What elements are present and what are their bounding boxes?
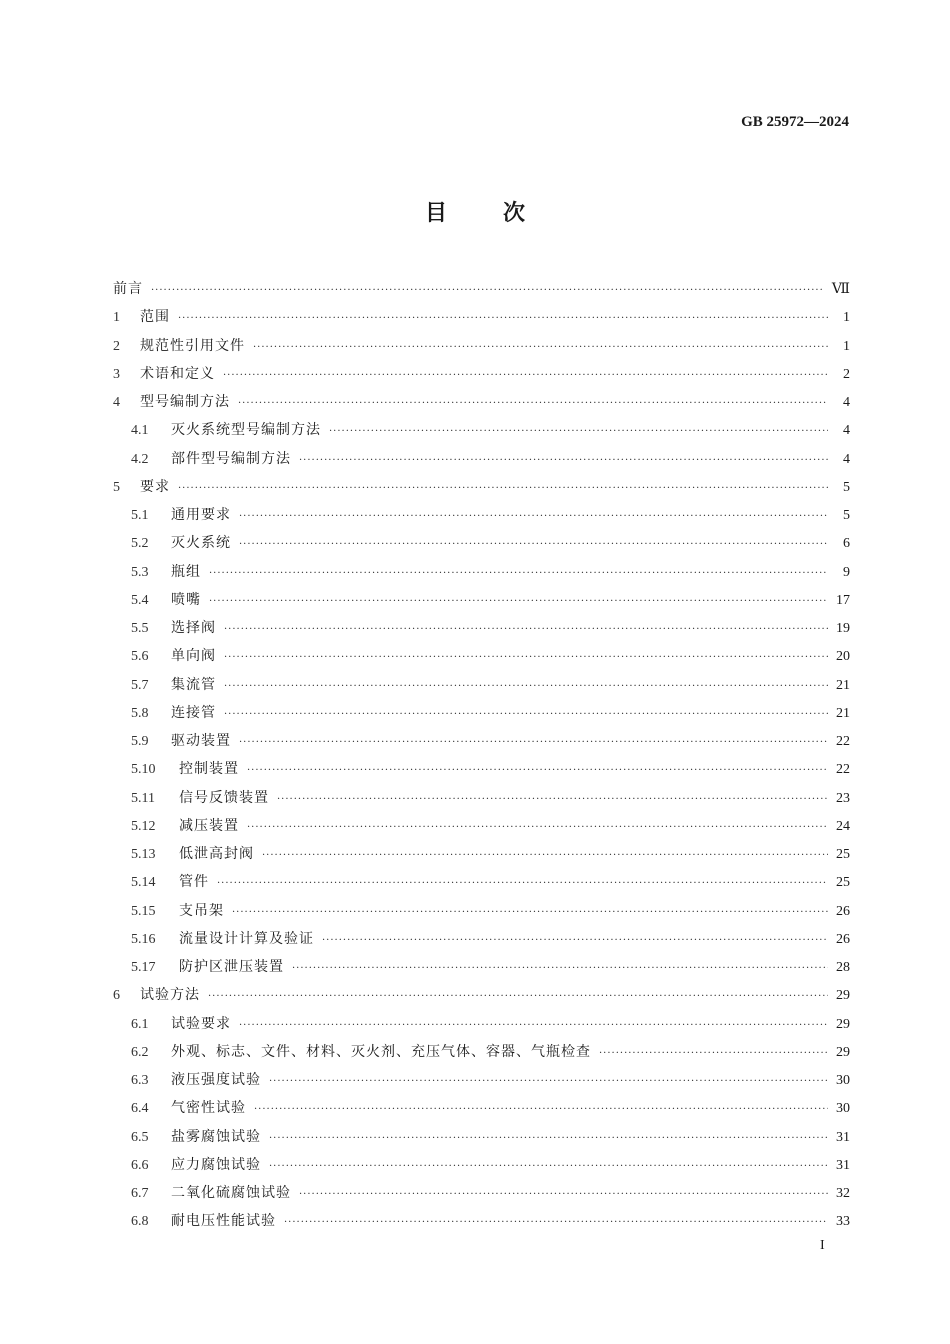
toc-entry-page: 24 <box>836 818 850 834</box>
dot-leader <box>223 362 828 390</box>
toc-entry-page: 29 <box>836 1044 850 1060</box>
toc-entry-number: 5.4 <box>131 592 149 608</box>
toc-entry-page: 31 <box>836 1157 850 1173</box>
toc-entry-number: 3 <box>113 366 120 382</box>
dot-leader <box>269 1153 828 1181</box>
toc-entry[interactable] <box>113 784 850 812</box>
toc-entry-title: 支吊架 <box>179 902 224 919</box>
toc-entry[interactable] <box>113 1010 850 1038</box>
toc-entry-title: 试验方法 <box>140 987 200 1004</box>
dot-leader <box>178 475 828 503</box>
dot-leader <box>262 842 828 870</box>
toc-entry-number: 6.3 <box>131 1073 149 1088</box>
toc-entry-number: 6.5 <box>131 1129 149 1145</box>
toc-entry-title: 管件 <box>179 874 209 891</box>
toc-entry-page: Ⅶ <box>831 282 850 297</box>
toc-entry-title: 控制装置 <box>179 761 239 778</box>
toc-entry-number: 6.1 <box>131 1016 149 1032</box>
dot-leader <box>253 334 828 362</box>
toc-entry[interactable] <box>113 1151 850 1179</box>
toc-entry-number: 5.3 <box>131 564 149 580</box>
toc-entry-number: 5.2 <box>131 536 149 552</box>
toc-entry[interactable] <box>113 558 850 586</box>
toc-entry[interactable] <box>113 642 850 670</box>
toc-entry-title: 瓶组 <box>171 563 201 580</box>
toc-entry-number: 5.13 <box>131 847 156 862</box>
dot-leader <box>247 757 828 785</box>
toc-entry[interactable] <box>113 529 850 557</box>
toc-entry-number: 6.6 <box>131 1157 149 1173</box>
toc-entry-page: 22 <box>836 734 850 749</box>
toc-entry[interactable] <box>113 416 850 444</box>
toc-entry[interactable] <box>113 388 850 416</box>
toc-entry-number: 5.14 <box>131 875 156 891</box>
toc-entry-title: 驱动装置 <box>171 733 231 749</box>
toc-entry-number: 4.2 <box>131 451 149 467</box>
toc-entry-number: 1 <box>113 310 120 326</box>
dot-leader <box>239 1012 828 1040</box>
dot-leader <box>299 1181 828 1209</box>
toc-entry-title: 选择阀 <box>171 620 216 636</box>
dot-leader <box>292 955 828 983</box>
toc-entry-page: 6 <box>843 536 850 552</box>
toc-entry-title: 流量设计计算及验证 <box>179 930 314 947</box>
toc-entry-page: 17 <box>836 592 850 608</box>
toc-entry-number: 5.10 <box>131 762 156 778</box>
toc-entry[interactable] <box>113 840 850 868</box>
toc-entry-page: 4 <box>843 423 850 439</box>
toc-entry-page: 19 <box>836 621 850 636</box>
toc-entry-page: 31 <box>836 1129 850 1145</box>
toc-entry-page: 25 <box>836 847 850 862</box>
toc-entry-title: 盐雾腐蚀试验 <box>171 1128 261 1145</box>
toc-entry-page: 21 <box>836 677 850 693</box>
toc-entry-page: 28 <box>836 960 850 975</box>
toc-entry-title: 集流管 <box>171 676 216 693</box>
dot-leader <box>224 644 828 672</box>
toc-entry[interactable] <box>113 727 850 755</box>
toc-entry-title: 试验要求 <box>171 1015 231 1032</box>
toc-entry-number: 5 <box>113 479 120 495</box>
toc-entry-page: 29 <box>836 1016 850 1032</box>
toc-entry-page: 4 <box>843 451 850 467</box>
dot-leader <box>322 927 828 955</box>
dot-leader <box>224 673 828 701</box>
toc-entry-title: 应力腐蚀试验 <box>171 1156 261 1173</box>
toc-entry[interactable] <box>113 1038 850 1066</box>
dot-leader <box>269 1125 828 1153</box>
toc-entry-title: 规范性引用文件 <box>140 337 245 354</box>
standard-code: GB 25972—2024 <box>741 114 849 130</box>
toc-entry-number: 6.7 <box>131 1186 149 1201</box>
toc-entry-page: 20 <box>836 649 850 665</box>
toc-entry-title: 单向阀 <box>171 648 216 665</box>
toc-entry-number: 5.17 <box>131 960 156 975</box>
toc-entry-page: 23 <box>836 790 850 806</box>
dot-leader <box>254 1096 828 1124</box>
toc-entry-title: 二氧化硫腐蚀试验 <box>171 1185 291 1201</box>
toc-entry-title: 前言 <box>113 281 143 297</box>
toc-entry[interactable] <box>113 501 850 529</box>
toc-entry[interactable] <box>113 303 850 331</box>
toc-entry[interactable] <box>113 1207 850 1235</box>
dot-leader <box>299 447 828 475</box>
toc-entry-page: 32 <box>836 1186 850 1201</box>
toc-entry-title: 型号编制方法 <box>140 394 230 410</box>
dot-leader <box>284 1209 828 1237</box>
dot-leader <box>599 1040 828 1068</box>
toc-entry-title: 灭火系统型号编制方法 <box>171 422 321 439</box>
toc-entry-number: 5.5 <box>131 621 149 636</box>
toc-entry-title: 喷嘴 <box>171 591 201 608</box>
toc-entry[interactable] <box>113 953 850 981</box>
toc-entry[interactable] <box>113 755 850 783</box>
toc-entry[interactable] <box>113 1094 850 1122</box>
toc-entry-number: 5.11 <box>131 790 155 806</box>
dot-leader <box>224 701 828 729</box>
toc-entry-title: 信号反馈装置 <box>179 789 269 806</box>
toc-entry-number: 5.12 <box>131 818 156 834</box>
toc-entry-page: 22 <box>836 762 850 778</box>
toc-entry[interactable] <box>113 671 850 699</box>
dot-leader <box>151 277 824 305</box>
toc-entry-number: 5.6 <box>131 649 149 665</box>
dot-leader <box>217 870 828 898</box>
toc-entry-number: 4 <box>113 395 120 410</box>
toc-entry-page: 33 <box>836 1214 850 1230</box>
toc-entry-page: 9 <box>843 564 850 580</box>
dot-leader <box>209 560 828 588</box>
toc-entry-title: 部件型号编制方法 <box>171 450 291 467</box>
toc-entry-page: 26 <box>836 931 850 947</box>
toc-entry-title: 范围 <box>140 309 170 326</box>
page-number: I <box>820 1238 825 1253</box>
toc-title: 目次 <box>424 201 581 226</box>
toc-entry[interactable] <box>113 473 850 501</box>
toc-entry[interactable] <box>113 275 850 303</box>
toc-entry-number: 2 <box>113 338 120 354</box>
toc-entry-number: 4.1 <box>131 423 149 439</box>
toc-entry-page: 30 <box>836 1073 850 1088</box>
dot-leader <box>247 814 828 842</box>
toc-entry-number: 6.8 <box>131 1214 149 1230</box>
dot-leader <box>209 588 828 616</box>
toc-entry[interactable] <box>113 1123 850 1151</box>
toc-entry-page: 2 <box>843 366 850 382</box>
toc-entry-number: 6.4 <box>131 1101 149 1117</box>
toc-entry-page: 25 <box>836 875 850 891</box>
toc-entry-title: 耐电压性能试验 <box>171 1213 276 1230</box>
toc-entry-page: 26 <box>836 903 850 919</box>
toc-entry[interactable] <box>113 699 850 727</box>
table-of-contents <box>113 275 850 1236</box>
dot-leader <box>238 390 828 418</box>
toc-entry[interactable] <box>113 868 850 896</box>
toc-entry-page: 1 <box>843 310 850 326</box>
toc-entry-number: 5.15 <box>131 903 156 919</box>
toc-entry[interactable] <box>113 925 850 953</box>
toc-entry-number: 5.16 <box>131 931 156 947</box>
toc-entry-title: 气密性试验 <box>171 1100 246 1117</box>
toc-entry[interactable] <box>113 445 850 473</box>
dot-leader <box>239 503 828 531</box>
toc-entry[interactable] <box>113 1066 850 1094</box>
toc-entry-page: 4 <box>843 395 850 410</box>
dot-leader <box>277 786 828 814</box>
toc-entry[interactable] <box>113 586 850 614</box>
toc-entry-page: 21 <box>836 705 850 721</box>
toc-entry-number: 6 <box>113 988 120 1004</box>
dot-leader <box>208 983 828 1011</box>
dot-leader <box>269 1068 828 1096</box>
dot-leader <box>232 899 828 927</box>
toc-entry[interactable] <box>113 332 850 360</box>
toc-entry-title: 要求 <box>140 478 170 495</box>
toc-entry-title: 低泄高封阀 <box>179 846 254 862</box>
toc-entry-page: 30 <box>836 1101 850 1117</box>
toc-entry-page: 5 <box>843 479 850 495</box>
toc-entry-page: 29 <box>836 988 850 1004</box>
toc-entry-title: 术语和定义 <box>140 365 215 382</box>
toc-entry-number: 5.8 <box>131 705 149 721</box>
toc-entry-title: 连接管 <box>171 704 216 721</box>
toc-entry-title: 减压装置 <box>179 817 239 834</box>
toc-entry-number: 5.9 <box>131 734 149 749</box>
toc-entry-title: 液压强度试验 <box>171 1072 261 1088</box>
dot-leader <box>239 531 828 559</box>
toc-entry-number: 5.7 <box>131 677 149 693</box>
toc-entry-page: 5 <box>843 508 850 523</box>
toc-entry-title: 灭火系统 <box>171 535 231 552</box>
toc-entry-number: 5.1 <box>131 508 149 523</box>
dot-leader <box>329 418 828 446</box>
toc-entry[interactable] <box>113 360 850 388</box>
dot-leader <box>239 729 828 757</box>
toc-entry[interactable] <box>113 897 850 925</box>
toc-entry-number: 6.2 <box>131 1044 149 1060</box>
toc-entry-title: 通用要求 <box>171 507 231 523</box>
dot-leader <box>178 305 828 333</box>
toc-entry-page: 1 <box>843 338 850 354</box>
toc-entry[interactable] <box>113 981 850 1009</box>
toc-entry-title: 外观、标志、文件、材料、灭火剂、充压气体、容器、气瓶检查 <box>171 1043 591 1060</box>
toc-entry[interactable] <box>113 812 850 840</box>
toc-entry-title: 防护区泄压装置 <box>179 959 284 975</box>
dot-leader <box>224 616 828 644</box>
toc-entry[interactable] <box>113 1179 850 1207</box>
toc-entry[interactable] <box>113 614 850 642</box>
